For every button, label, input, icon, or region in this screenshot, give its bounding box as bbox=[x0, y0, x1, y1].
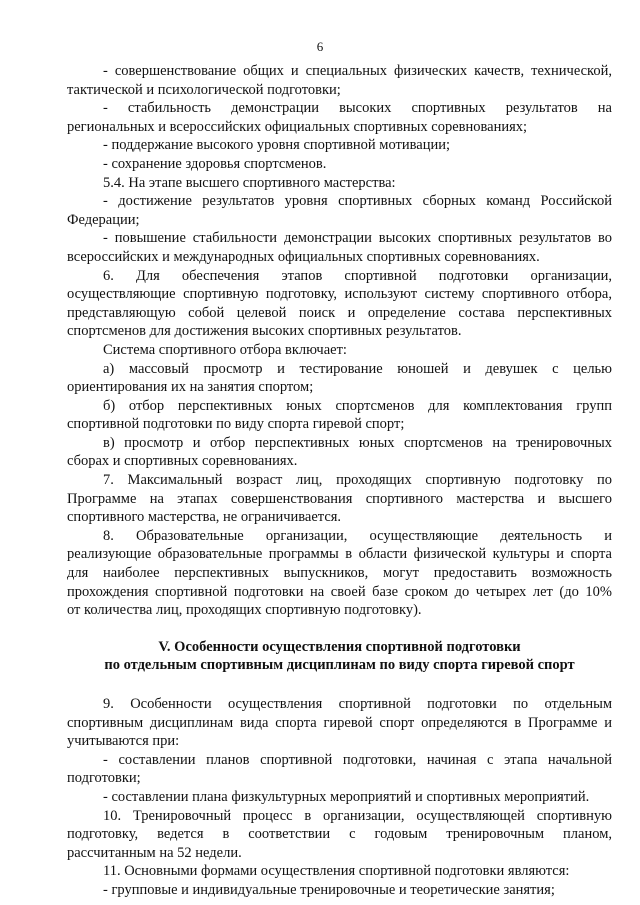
section-heading-line-1: V. Особенности осуществления спортивной подготовки bbox=[158, 638, 521, 655]
text-line: сборах и спортивных соревнованиях. bbox=[67, 453, 298, 470]
text-block-bottom bbox=[67, 695, 612, 900]
text-line: для наиболее перспективных выпускников, могут предоставить возможность bbox=[67, 565, 612, 582]
spacer bbox=[67, 675, 612, 695]
text-line: подготовки; bbox=[67, 770, 141, 787]
text-line: 10. Тренировочный процесс в организации, осуществляющей спортивную bbox=[103, 807, 612, 824]
text-line: - стабильность демонстрации высоких спортивных результатов на bbox=[103, 100, 612, 117]
text-line: - поддержание высокого уровня спортивной мотивации; bbox=[103, 137, 451, 154]
text-line: - повышение стабильности демонстрации высоких спортивных результатов во bbox=[103, 230, 612, 247]
text-line: спортсменов для достижения высоких спортивных результатов. bbox=[67, 323, 462, 340]
spacer bbox=[67, 620, 612, 638]
text-line: 7. Максимальный возраст лиц, проходящих спортивную подготовку по bbox=[103, 472, 612, 489]
text-line: всероссийских и международных официальных спортивных соревнованиях. bbox=[67, 248, 540, 265]
text-block-top bbox=[67, 62, 612, 620]
text-line: региональных и всероссийских официальных спортивных соревнованиях; bbox=[67, 118, 528, 135]
text-line: Федерации; bbox=[67, 211, 140, 228]
text-line: спортивного мастерства, не ограничивается. bbox=[67, 509, 342, 526]
text-line: б) отбор перспективных юных спортсменов для комплектования групп bbox=[103, 397, 612, 414]
text-line: 9. Особенности осуществления спортивной подготовки по отдельным bbox=[103, 696, 612, 712]
text-line: Система спортивного отбора включает: bbox=[103, 341, 347, 358]
page-content bbox=[67, 62, 612, 900]
text-line: подготовку, ведется в соответствии с годовым тренировочным планом, bbox=[67, 826, 612, 843]
text-line: а) массовый просмотр и тестирование юношей и девушек с целью bbox=[103, 360, 612, 377]
text-line: 11. Основными формами осуществления спортивной подготовки являются: bbox=[103, 863, 570, 880]
text-line: прохождения спортивной подготовки на своей базе сроком до четырех лет (до 10% bbox=[67, 583, 612, 600]
text-line: представляющую собой целевой поиск и определение состава перспективных bbox=[67, 304, 612, 321]
text-line: - сохранение здоровья спортсменов. bbox=[103, 155, 327, 172]
text-line: тактической и психологической подготовки; bbox=[67, 81, 341, 98]
page-number: 6 bbox=[316, 39, 324, 54]
text-line: - достижение результатов уровня спортивных сборных команд Российской bbox=[103, 193, 612, 210]
text-line: Программе на этапах совершенствования спортивного мастерства и высшего bbox=[67, 490, 612, 507]
section-heading-line-2: по отдельным спортивным дисциплинам по виду спорта гиревой спорт bbox=[104, 657, 575, 674]
text-line: 5.4. На этапе высшего спортивного мастерства: bbox=[103, 174, 396, 191]
text-line: спортивным дисциплинам вида спорта гиревой спорт определяются в Программе и bbox=[67, 714, 612, 731]
text-line: осуществляющие спортивную подготовку, используют систему спортивного отбора, bbox=[67, 286, 612, 303]
text-line: реализующие образовательные программы в области физической культуры и спорта bbox=[67, 546, 612, 563]
text-line: спортивной подготовки по виду спорта гиревой спорт; bbox=[67, 416, 405, 433]
text-line: - совершенствование общих и специальных физических качеств, технической, bbox=[103, 63, 612, 79]
text-line: 6. Для обеспечения этапов спортивной подготовки организации, bbox=[103, 267, 612, 284]
text-line: ориентирования их на занятия спортом; bbox=[67, 379, 314, 396]
text-line: 8. Образовательные организации, осуществляющие деятельность и bbox=[103, 527, 612, 544]
text-line: - составлении плана физкультурных мероприятий и спортивных мероприятий. bbox=[103, 788, 590, 805]
text-line: рассчитанным на 52 недели. bbox=[67, 844, 242, 861]
text-line: учитываются при: bbox=[67, 733, 180, 750]
text-line: - групповые и индивидуальные тренировочные и теоретические занятия; bbox=[103, 881, 555, 898]
text-line: - составлении планов спортивной подготовки, начиная с этапа начальной bbox=[103, 751, 612, 768]
text-line: от количества лиц, проходящих спортивную подготовку). bbox=[67, 602, 422, 619]
text-line: в) просмотр и отбор перспективных юных спортсменов на тренировочных bbox=[103, 434, 612, 451]
